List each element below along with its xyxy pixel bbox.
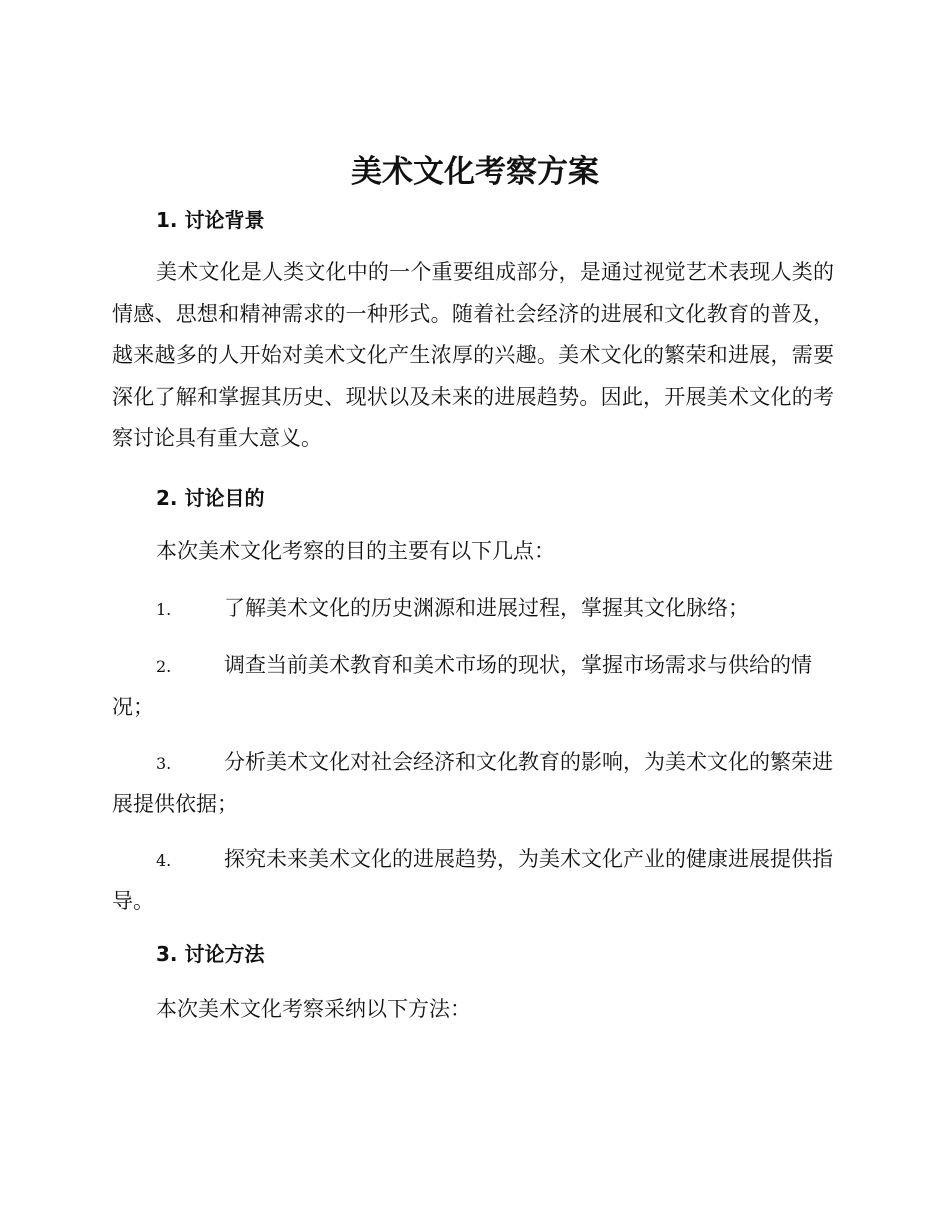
purpose-item-number: 3. <box>156 754 172 773</box>
purpose-item-number: 4. <box>156 851 172 870</box>
purpose-item-number: 2. <box>156 657 172 676</box>
purpose-item-text: 调查当前美术教育和美术市场的现状，掌握市场需求与供给的情况； <box>112 653 812 719</box>
purpose-item-text: 探究未来美术文化的进展趋势，为美术文化产业的健康进展提供指导。 <box>112 847 833 913</box>
purpose-item-2 <box>112 645 834 728</box>
purpose-item-text: 分析美术文化对社会经济和文化教育的影响，为美术文化的繁荣进展提供依据； <box>112 750 833 816</box>
document-title: 美术文化考察方案 <box>351 154 599 190</box>
method-intro: 本次美术文化考察采纳以下方法： <box>156 997 471 1021</box>
purpose-item-text: 了解美术文化的历史渊源和进展过程，掌握其文化脉络； <box>224 596 749 620</box>
section-heading-background: 1. 讨论背景 <box>156 208 265 232</box>
purpose-item-number: 1. <box>156 600 172 619</box>
section-heading-method: 3. 讨论方法 <box>156 942 265 966</box>
purpose-intro: 本次美术文化考察的目的主要有以下几点： <box>156 539 555 563</box>
purpose-item-1 <box>112 588 834 630</box>
purpose-item-4 <box>112 839 834 922</box>
section-heading-purpose: 2. 讨论目的 <box>156 486 265 510</box>
purpose-item-3 <box>112 742 834 825</box>
background-paragraph: 美术文化是人类文化中的一个重要组成部分，是通过视觉艺术表现人类的情感、思想和精神需求的一种形式。随着社会经济的进展和文化教育的普及，越来越多的人开始对美术文化产生浓厚的兴趣。美术文化的繁荣和进展，需要深化了解和掌握其历史、现状以及未来的进展趋势。因此，开展美术文化的考察讨论具有重大意义。 <box>112 260 834 450</box>
